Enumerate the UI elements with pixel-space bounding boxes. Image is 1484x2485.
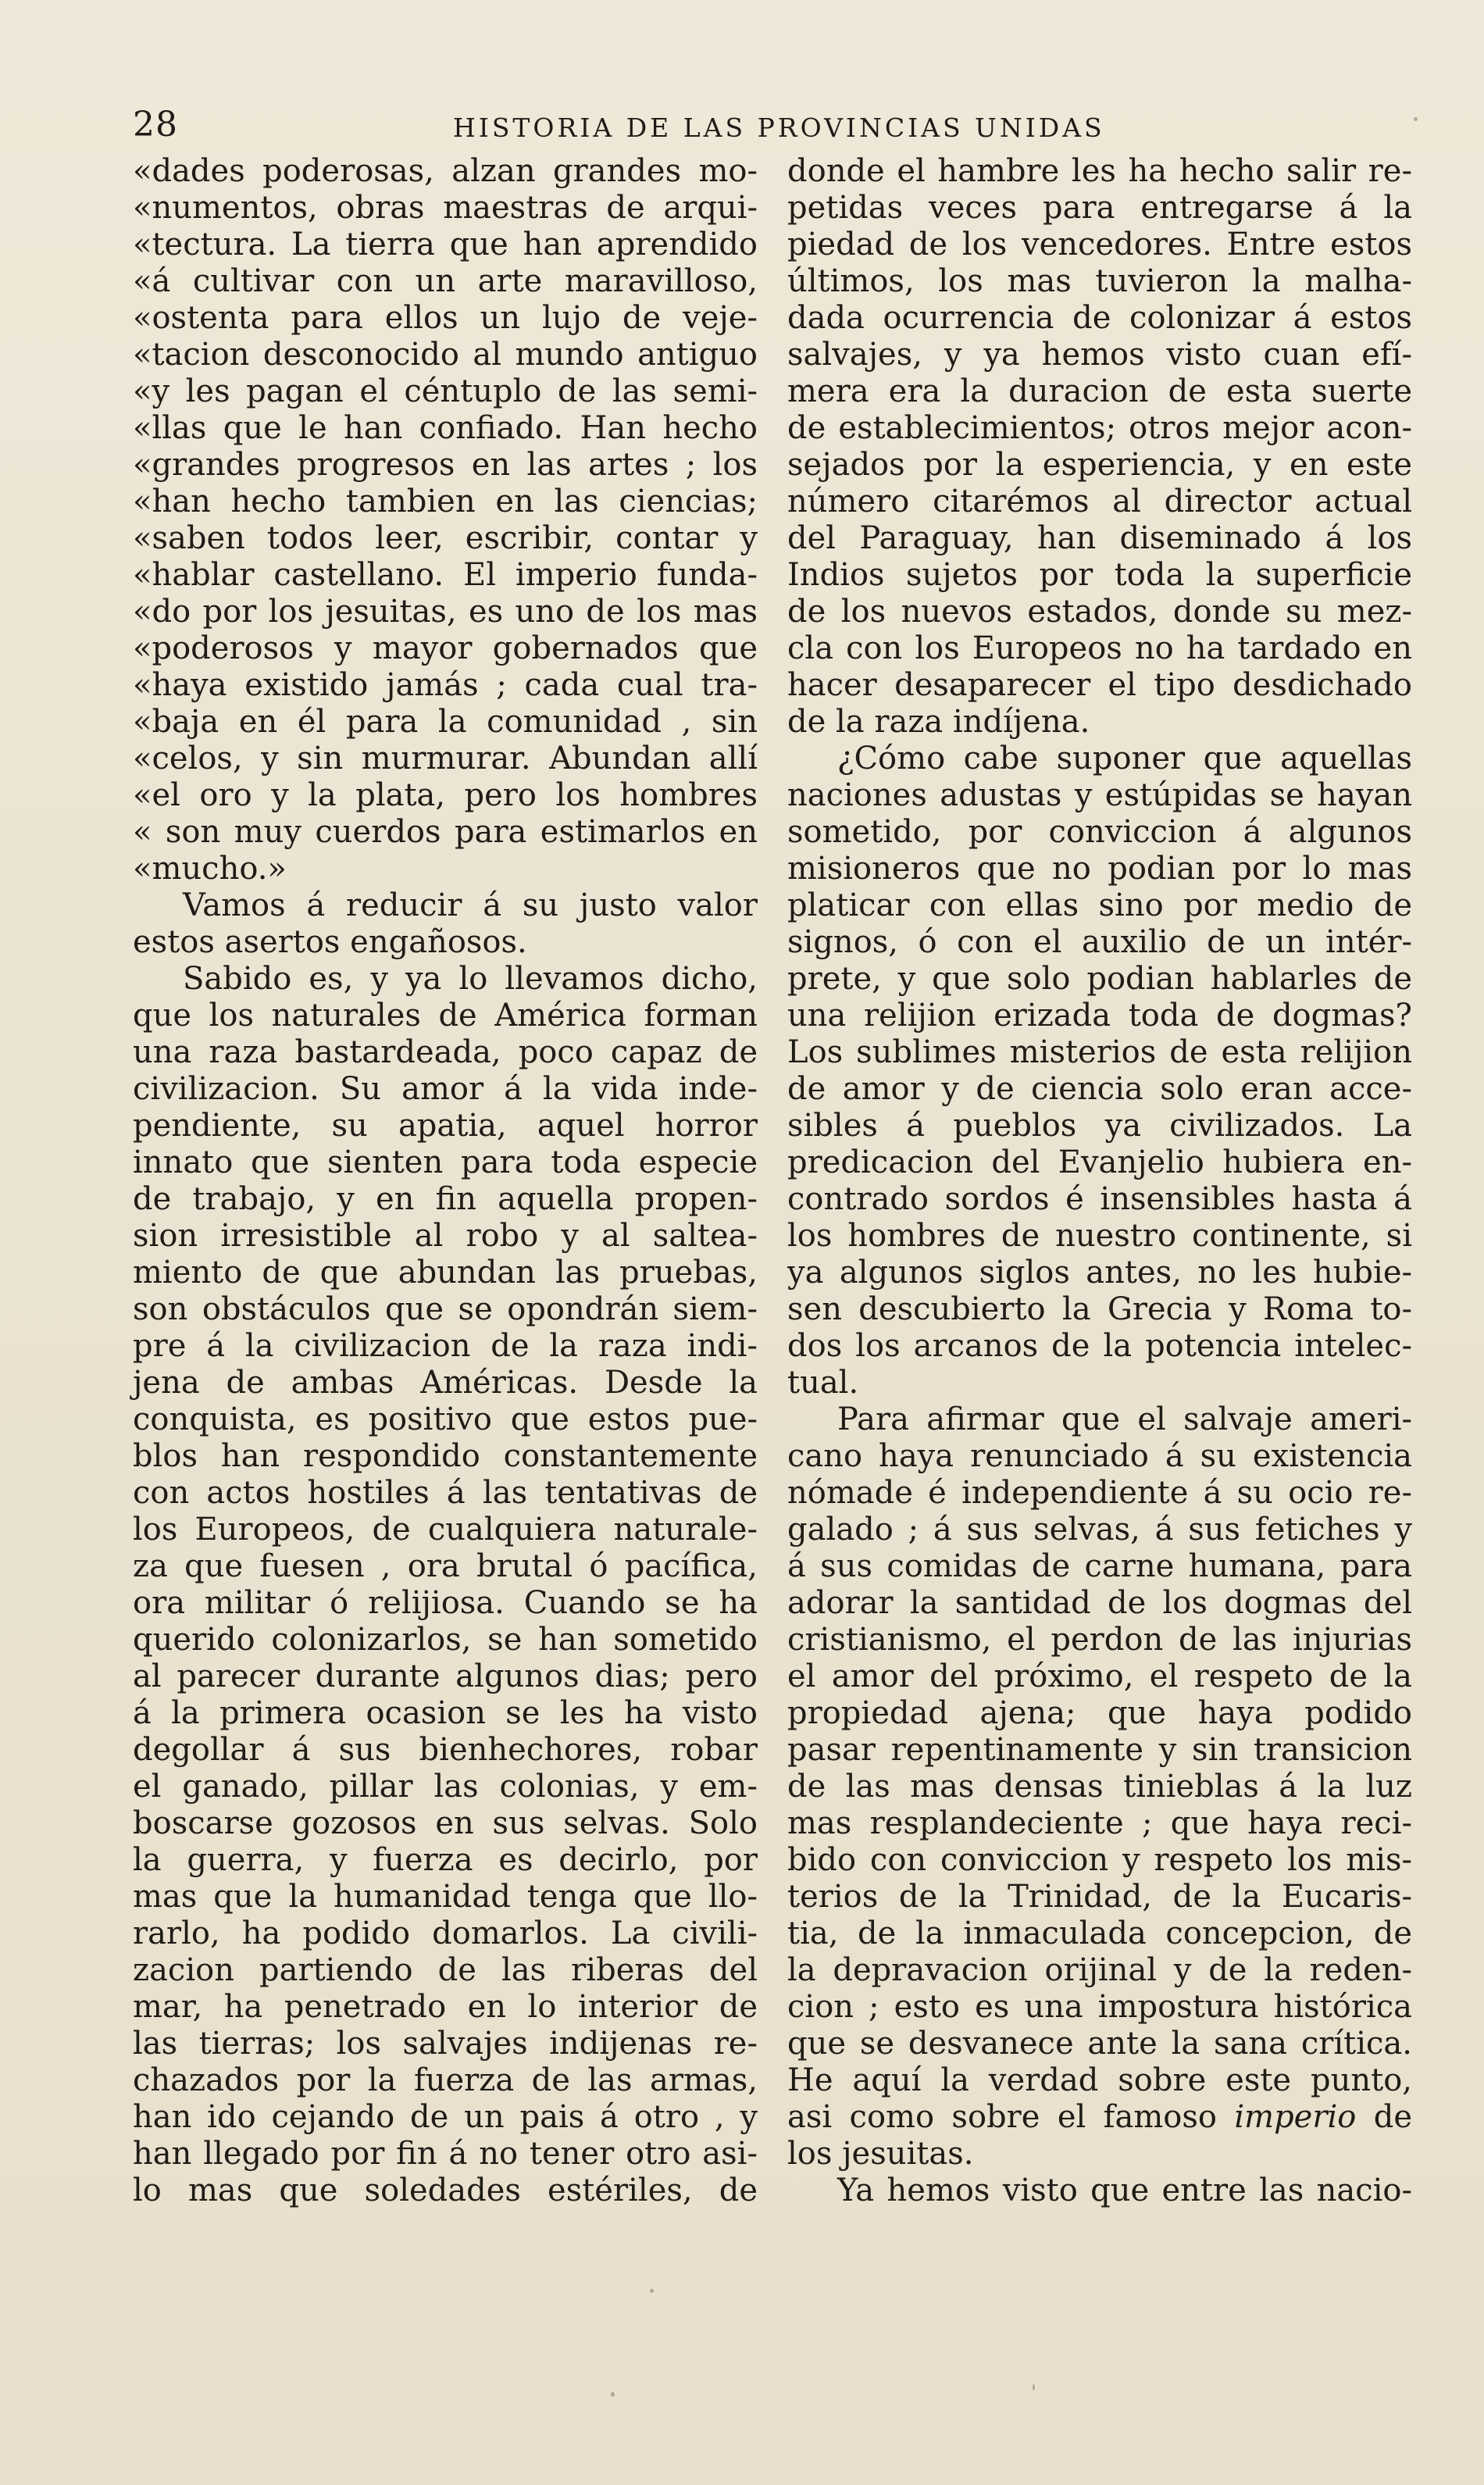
text-line: sen descubierto la Grecia y Roma to- <box>787 1291 1412 1327</box>
page-header <box>133 100 1406 150</box>
text-line: «poderosos y mayor gobernados que <box>133 630 758 666</box>
text-line: los hombres de nuestro continente, si <box>787 1218 1412 1254</box>
text-line: contrado sordos é insensibles hasta á <box>787 1181 1412 1217</box>
text-line: «celos, y sin murmurar. Abundan allí <box>133 741 758 777</box>
text-line: la depravacion orijinal y de la reden- <box>787 1952 1412 1988</box>
text-line: querido colonizarlos, se han sometido <box>133 1622 758 1658</box>
text-line: el ganado, pillar las colonias, y em- <box>133 1769 758 1805</box>
text-line: blos han respondido constantemente <box>133 1438 758 1474</box>
text-line: de trabajo, y en fin aquella propen- <box>133 1181 758 1217</box>
text-line: una relijion erizada toda de dogmas? <box>787 998 1412 1034</box>
text-line: innato que sienten para toda especie <box>133 1144 758 1180</box>
text-line: zacion partiendo de las riberas del <box>133 1952 758 1988</box>
text-line: ora militar ó relijiosa. Cuando se ha <box>133 1585 758 1621</box>
text-line: los Europeos, de cualquiera naturale- <box>133 1512 758 1548</box>
text-line: de las mas densas tinieblas á la luz <box>787 1769 1412 1805</box>
text-line: jena de ambas Américas. Desde la <box>133 1365 758 1401</box>
text-line: «ostenta para ellos un lujo de veje- <box>133 300 758 336</box>
text-line: cion ; esto es una impostura histórica <box>787 1989 1412 2025</box>
text-line: boscarse gozosos en sus selvas. Solo <box>133 1805 758 1841</box>
text-line: degollar á sus bienhechores, robar <box>133 1732 758 1768</box>
text-line: «y les pagan el céntuplo de las semi- <box>133 373 758 409</box>
text-line: signos, ó con el auxilio de un intér- <box>787 924 1412 960</box>
text-line: «tectura. La tierra que han aprendido <box>133 227 758 262</box>
text-line: hacer desaparecer el tipo desdichado <box>787 667 1412 703</box>
text-line: Para afirmar que el salvaje ameri- <box>837 1401 1412 1437</box>
text-line: cristianismo, el perdon de las injurias <box>787 1622 1412 1658</box>
text-line: «el oro y la plata, pero los hombres <box>133 777 758 813</box>
text-line: pre á la civilizacion de la raza indi- <box>133 1328 758 1364</box>
text-line: rarlo, ha podido domarlos. La civili- <box>133 1916 758 1951</box>
text-line: de los nuevos estados, donde su mez- <box>787 594 1412 630</box>
text-line: de establecimientos; otros mejor acon- <box>787 410 1412 446</box>
text-line: una raza bastardeada, poco capaz de <box>133 1034 758 1070</box>
text-line: á sus comidas de carne humana, para <box>787 1548 1412 1584</box>
text-line: al parecer durante algunos dias; pero <box>133 1658 758 1694</box>
text-line: « son muy cuerdos para estimarlos en <box>133 814 758 850</box>
text-line: za que fuesen , ora brutal ó pacífica, <box>133 1548 758 1584</box>
text-line: pasar repentinamente y sin transicion <box>787 1732 1412 1768</box>
text-line: han ido cejando de un pais á otro , y <box>133 2099 758 2135</box>
text-line: á la primera ocasion se les ha visto <box>133 1695 758 1731</box>
text-line: donde el hambre les ha hecho salir re- <box>787 153 1412 189</box>
text-line: miento de que abundan las pruebas, <box>133 1255 758 1291</box>
print-speck <box>650 2289 654 2293</box>
text-line: dada ocurrencia de colonizar á estos <box>787 300 1412 336</box>
text-line: sion irresistible al robo y al saltea- <box>133 1218 758 1254</box>
text-line: salvajes, y ya hemos visto cuan efí- <box>787 337 1412 373</box>
text-line: de la raza indíjena. <box>787 704 1090 740</box>
text-line: misioneros que no podian por lo mas <box>787 851 1412 887</box>
text-line: «grandes progresos en las artes ; los <box>133 447 758 483</box>
text-line: son obstáculos que se opondrán siem- <box>133 1291 758 1327</box>
text-line: mas resplandeciente ; que haya reci- <box>787 1805 1412 1841</box>
text-line: platicar con ellas sino por medio de <box>787 887 1412 923</box>
text-line: mar, ha penetrado en lo interior de <box>133 1989 758 2025</box>
text-line: mas que la humanidad tenga que llo- <box>133 1879 758 1915</box>
text-line: «do por los jesuitas, es uno de los mas <box>133 594 758 630</box>
text-line: bido con conviccion y respeto los mis- <box>787 1842 1412 1878</box>
text-line: cla con los Europeos no ha tardado en <box>787 630 1412 666</box>
text-line: civilizacion. Su amor á la vida inde- <box>133 1071 758 1107</box>
text-line: cano haya renunciado á su existencia <box>787 1438 1412 1474</box>
running-head: HISTORIA DE LAS PROVINCIAS UNIDAS <box>453 112 1105 143</box>
text-line: galado ; á sus selvas, á sus fetiches y <box>787 1512 1412 1548</box>
text-line: piedad de los vencedores. Entre estos <box>787 227 1412 262</box>
text-line: estos asertos engañosos. <box>133 924 527 960</box>
text-line: «saben todos leer, escribir, contar y <box>133 520 758 556</box>
text-line: «llas que le han confiado. Han hecho <box>133 410 758 446</box>
text-line: Vamos á reducir á su justo valor <box>183 887 758 923</box>
right-column <box>787 153 1412 2209</box>
text-line: la guerra, y fuerza es decirlo, por <box>133 1842 758 1878</box>
text-line: «tacion desconocido al mundo antiguo <box>133 337 758 373</box>
text-line: dos los arcanos de la potencia intelec- <box>787 1328 1412 1364</box>
text-line: Ya hemos visto que entre las nacio- <box>837 2173 1412 2208</box>
text-line: «hablar castellano. El imperio funda- <box>133 557 758 593</box>
text-line: prete, y que solo podian hablarles de <box>787 961 1412 997</box>
text-line: los jesuitas. <box>787 2136 974 2172</box>
left-column <box>133 153 758 2209</box>
print-speck <box>1414 117 1418 121</box>
text-line: Los sublimes misterios de esta relijion <box>787 1034 1412 1070</box>
italic-word: imperio <box>1234 2099 1357 2135</box>
text-line: Indios sujetos por toda la superficie <box>787 557 1412 593</box>
text-line: «baja en él para la comunidad , sin <box>133 704 758 740</box>
text-columns <box>133 153 1414 2309</box>
text-line: petidas veces para entregarse á la <box>787 190 1412 226</box>
text-line: chazados por la fuerza de las armas, <box>133 2062 758 2098</box>
text-line: conquista, es positivo que estos pue- <box>133 1401 758 1437</box>
text-line: tia, de la inmaculada concepcion, de <box>787 1916 1412 1951</box>
text-line: sometido, por conviccion á algunos <box>787 814 1412 850</box>
text-line: sibles á pueblos ya civilizados. La <box>787 1108 1412 1144</box>
print-speck <box>1033 2384 1035 2390</box>
text-line: adorar la santidad de los dogmas del <box>787 1585 1412 1621</box>
text-line: «á cultivar con un arte maravilloso, <box>133 263 758 299</box>
text-line: terios de la Trinidad, de la Eucaris- <box>787 1879 1412 1915</box>
text-line: sejados por la esperiencia, y en este <box>787 447 1412 483</box>
text-line: «numentos, obras maestras de arqui- <box>133 190 758 226</box>
text-line: nómade é independiente á su ocio re- <box>787 1475 1412 1511</box>
page-number: 28 <box>133 105 178 145</box>
text-line: últimos, los mas tuvieron la malha- <box>787 263 1412 299</box>
text-line: lo mas que soledades estériles, de <box>133 2173 758 2208</box>
text-line: han llegado por fin á no tener otro asi- <box>133 2136 758 2172</box>
text-line: con actos hostiles á las tentativas de <box>133 1475 758 1511</box>
text-line: «haya existido jamás ; cada cual tra- <box>133 667 758 703</box>
text-line: de amor y de ciencia solo eran acce- <box>787 1071 1412 1107</box>
text-line: que los naturales de América forman <box>133 998 758 1034</box>
text-line: número citarémos al director actual <box>787 484 1412 519</box>
text-line: «han hecho tambien en las ciencias; <box>133 484 758 519</box>
text-line: ¿Cómo cabe suponer que aquellas <box>837 741 1412 777</box>
text-line: las tierras; los salvajes indijenas re- <box>133 2026 758 2062</box>
text-line: el amor del próximo, el respeto de la <box>787 1658 1412 1694</box>
text-line: que se desvanece ante la sana crítica. <box>787 2026 1412 2062</box>
text-line: predicacion del Evanjelio hubiera en- <box>787 1144 1412 1180</box>
text-line: pendiente, su apatia, aquel horror <box>133 1108 758 1144</box>
text-line: propiedad ajena; que haya podido <box>787 1695 1412 1731</box>
text-line: ya algunos siglos antes, no les hubie- <box>787 1255 1412 1291</box>
text-line: asi como sobre el famoso imperio de <box>787 2099 1413 2135</box>
text-line: «dades poderosas, alzan grandes mo- <box>133 153 758 189</box>
text-line: Sabido es, y ya lo llevamos dicho, <box>183 961 758 997</box>
text-line: mera era la duracion de esta suerte <box>787 373 1412 409</box>
text-line: He aquí la verdad sobre este punto, <box>787 2062 1412 2098</box>
print-speck <box>611 2392 615 2397</box>
text-line: tual. <box>787 1365 859 1401</box>
text-line: naciones adustas y estúpidas se hayan <box>787 777 1412 813</box>
text-line: del Paraguay, han diseminado á los <box>787 520 1412 556</box>
text-line: «mucho.» <box>133 851 287 887</box>
